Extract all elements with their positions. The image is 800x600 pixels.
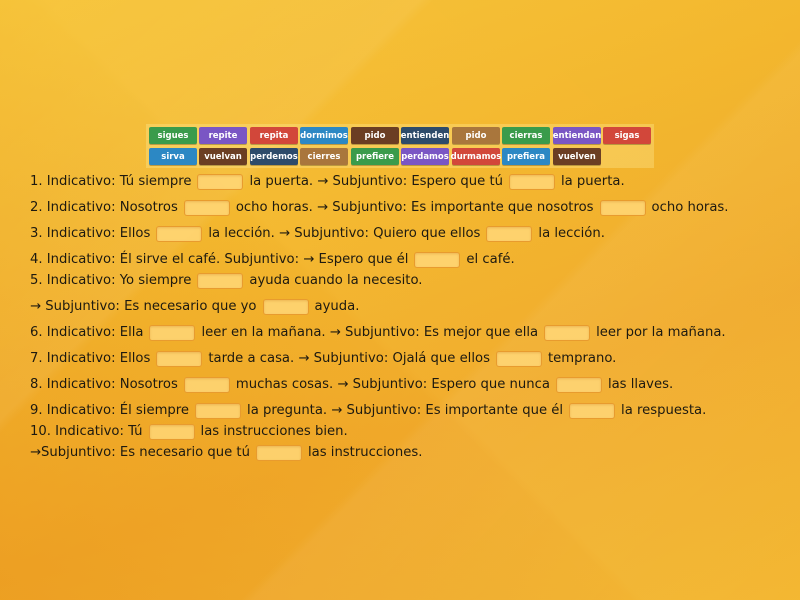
answer-blank[interactable] <box>184 377 230 393</box>
sentence-5b <box>30 298 359 317</box>
word-tile[interactable]: pido <box>452 127 500 144</box>
sentence-text: las llaves. <box>607 377 674 392</box>
word-tile[interactable]: sirva <box>149 148 197 165</box>
sentence-text: temprano. <box>547 351 617 366</box>
word-tile[interactable]: durmamos <box>452 148 500 165</box>
sentence-text: las instrucciones bien. <box>200 424 348 439</box>
sentence-text: 6. Indicativo: Ella <box>30 325 144 340</box>
sentence-text: las instrucciones. <box>307 445 423 460</box>
sentence-2 <box>30 199 728 218</box>
word-tile[interactable]: dormimos <box>300 127 348 144</box>
answer-blank[interactable] <box>263 299 309 315</box>
sentence-text: 1. Indicativo: Tú siempre <box>30 174 192 189</box>
answer-blank[interactable] <box>197 174 243 190</box>
sentence-text: ayuda. <box>314 299 360 314</box>
word-tile[interactable]: entiendan <box>553 127 601 144</box>
sentence-1 <box>30 173 625 192</box>
answer-blank[interactable] <box>544 325 590 341</box>
sentence-8 <box>30 376 673 395</box>
sentence-text: 7. Indicativo: Ellos <box>30 351 151 366</box>
word-tile[interactable]: prefiera <box>502 148 550 165</box>
answer-blank[interactable] <box>496 351 542 367</box>
sentence-text: la respuesta. <box>621 403 707 418</box>
word-tile[interactable]: perdamos <box>401 148 449 165</box>
word-tile[interactable]: repite <box>199 127 247 144</box>
sentence-3 <box>30 225 605 244</box>
sentence-text: leer en la mañana. → Subjuntivo: Es mejor que ella <box>201 325 539 340</box>
sentence-text: la puerta. → Subjuntivo: Espero que tú <box>249 174 503 189</box>
sentence-10a <box>30 423 348 442</box>
sentence-text: 9. Indicativo: Él siempre <box>30 403 190 418</box>
sentence-text: la puerta. <box>561 174 625 189</box>
sentence-7 <box>30 350 616 369</box>
sentence-text: el café. <box>466 252 515 267</box>
answer-blank[interactable] <box>256 445 302 461</box>
word-tile[interactable]: vuelvan <box>199 148 247 165</box>
word-tile[interactable]: entienden <box>401 127 449 144</box>
sentence-text: 2. Indicativo: Nosotros <box>30 200 178 215</box>
answer-blank[interactable] <box>600 200 646 216</box>
word-tile[interactable]: repita <box>250 127 298 144</box>
sentence-text: 8. Indicativo: Nosotros <box>30 377 178 392</box>
answer-blank[interactable] <box>414 252 460 268</box>
sentence-text: ocho horas. <box>651 200 729 215</box>
sentence-text: → Subjuntivo: Es necesario que yo <box>30 299 257 314</box>
answer-blank[interactable] <box>569 403 615 419</box>
sentence-text: tarde a casa. → Subjuntivo: Ojalá que ellos <box>208 351 490 366</box>
word-tile[interactable]: vuelven <box>553 148 601 165</box>
sentence-text: 3. Indicativo: Ellos <box>30 226 151 241</box>
sentence-text: 4. Indicativo: Él sirve el café. Subjuntivo: → Espero que él <box>30 252 409 267</box>
answer-blank[interactable] <box>149 424 195 440</box>
sentence-text: →Subjuntivo: Es necesario que tú <box>30 445 250 460</box>
word-tile[interactable]: cierres <box>300 148 348 165</box>
sentence-text: muchas cosas. → Subjuntivo: Espero que nunca <box>235 377 550 392</box>
answer-blank[interactable] <box>486 226 532 242</box>
word-tile[interactable]: perdemos <box>250 148 298 165</box>
sentence-4 <box>30 251 515 270</box>
sentence-9 <box>30 402 706 421</box>
sentence-text: ayuda cuando la necesito. <box>249 273 423 288</box>
word-tile[interactable]: sigas <box>603 127 651 144</box>
answer-blank[interactable] <box>556 377 602 393</box>
word-tile[interactable]: prefiere <box>351 148 399 165</box>
sentence-text: la pregunta. → Subjuntivo: Es importante que él <box>247 403 564 418</box>
word-tile[interactable]: cierras <box>502 127 550 144</box>
sentence-5a <box>30 272 422 291</box>
sentence-10b <box>30 444 422 463</box>
answer-blank[interactable] <box>195 403 241 419</box>
word-tile[interactable]: pido <box>351 127 399 144</box>
sentence-text: la lección. <box>538 226 605 241</box>
answer-blank[interactable] <box>184 200 230 216</box>
answer-blank[interactable] <box>149 325 195 341</box>
answer-blank[interactable] <box>156 226 202 242</box>
sentence-6 <box>30 324 726 343</box>
sentence-text: la lección. → Subjuntivo: Quiero que ellos <box>208 226 481 241</box>
sentence-text: 10. Indicativo: Tú <box>30 424 143 439</box>
answer-blank[interactable] <box>197 273 243 289</box>
sentence-text: 5. Indicativo: Yo siempre <box>30 273 192 288</box>
answer-blank[interactable] <box>509 174 555 190</box>
sentence-text: leer por la mañana. <box>596 325 726 340</box>
answer-blank[interactable] <box>156 351 202 367</box>
sentence-text: ocho horas. → Subjuntivo: Es importante que nosotros <box>235 200 594 215</box>
word-tile[interactable]: sigues <box>149 127 197 144</box>
